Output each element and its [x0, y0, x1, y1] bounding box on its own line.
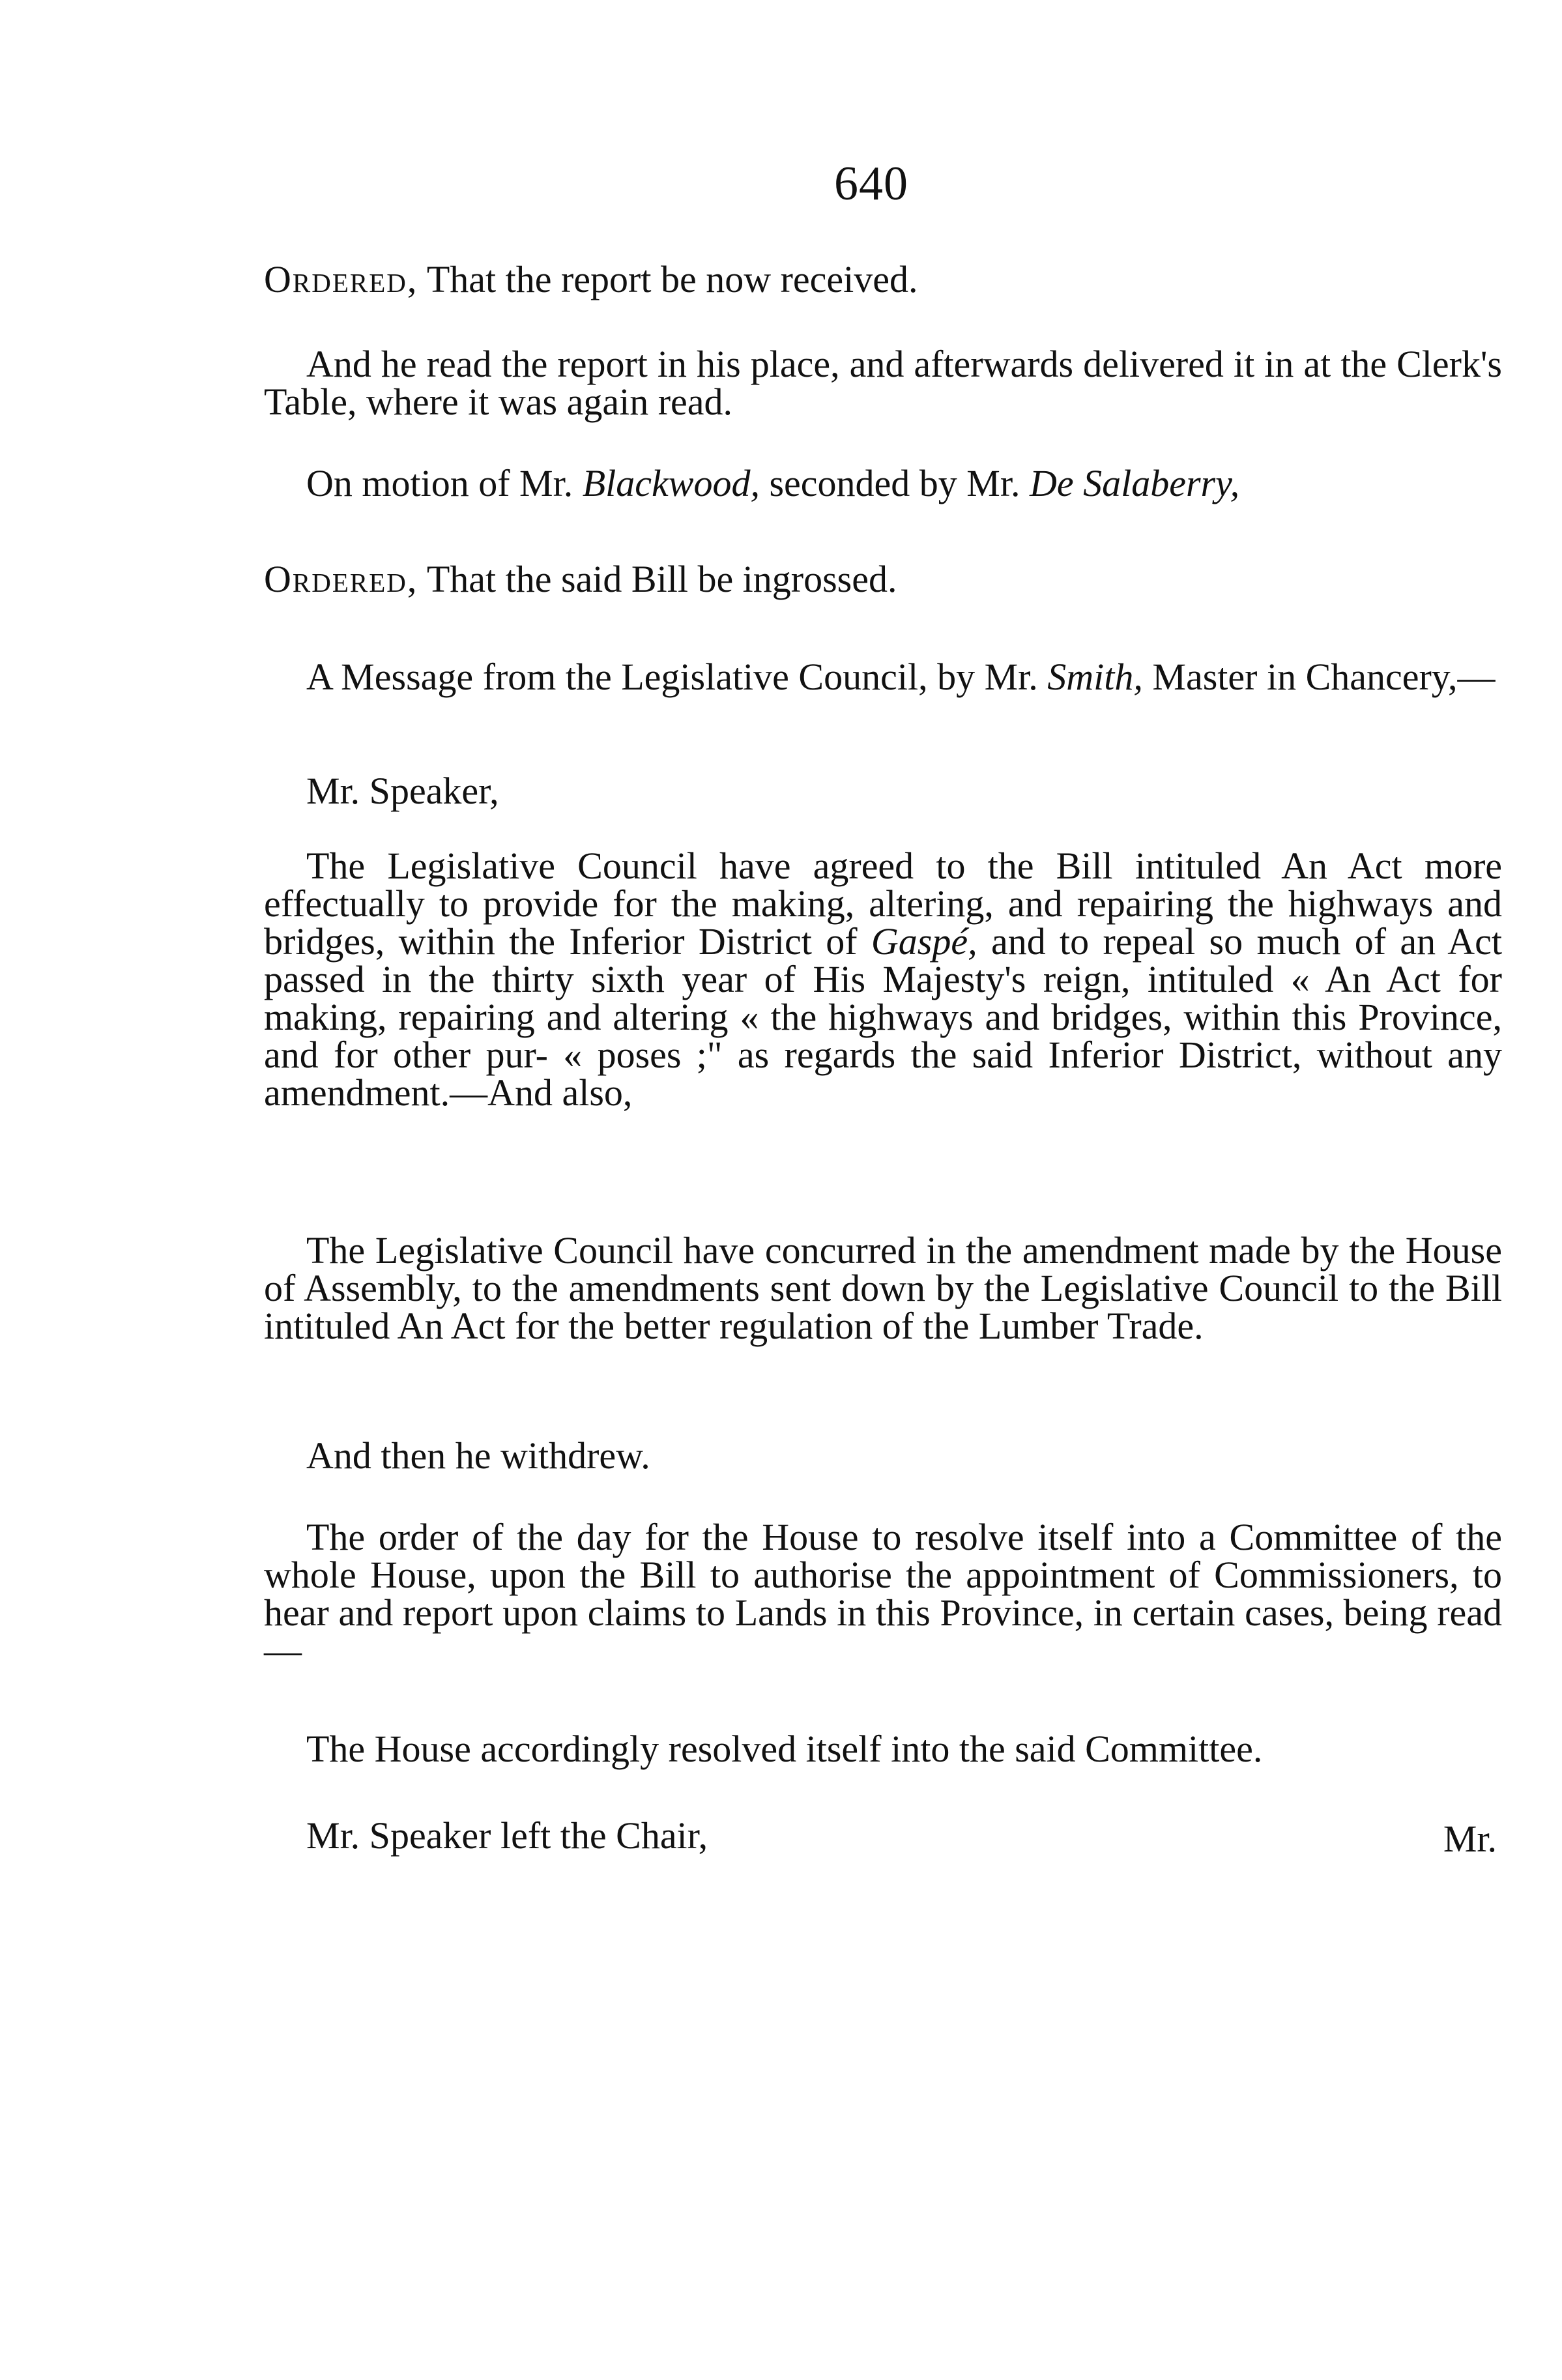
paragraph-text: The Legislative Council have agreed to the Bill intituled An Act more effectually to provide for the making, altering, and repairing the highways and bridges, within the Inferior District of — [264, 845, 1502, 963]
place-name: Gaspé, — [871, 920, 977, 963]
paragraph-text: Master in Chancery,— — [1142, 656, 1496, 698]
paragraph-council-concurred: The Legislative Council have concurred in the amendment made by the House of Assembly, to the amendments sent down by the Legislative Council to the Bill intituled An Act for the better regulation of the Lumber Trade. — [264, 1229, 1502, 1347]
paragraph-text: A Message from the Legislative Council, by Mr. — [306, 656, 1048, 698]
paragraph-read-report: And he read the report in his place, and afterwards delivered it in at the Clerk's Table, where it was again read. — [264, 343, 1502, 423]
paragraph-message — [264, 658, 1502, 696]
ordered-label: Ordered, — [264, 258, 418, 300]
paragraph-text: That the said Bill be ingrossed. — [418, 558, 897, 600]
member-name: De Salaberry, — [1029, 462, 1240, 504]
paragraph-salutation: Mr. Speaker, — [306, 770, 499, 812]
member-name: Smith, — [1047, 656, 1143, 698]
member-name: Blackwood, — [582, 462, 760, 504]
paragraph-order-of-day: The order of the day for the House to resolve itself into a Committee of the whole House, upon the Bill to authorise the appointment of Commissioners, to hear and report upon claims to Lands in this Province, in certain cases, being read— — [264, 1516, 1502, 1672]
paragraph-motion — [264, 462, 1502, 504]
paragraph-text: seconded by Mr. — [759, 462, 1030, 504]
paragraph-council-agreed — [264, 847, 1502, 1112]
paragraph-speaker-left: Mr. Speaker left the Chair, — [306, 1814, 708, 1857]
ordered-label: Ordered, — [264, 558, 418, 600]
paragraph-text: On motion of Mr. — [306, 462, 583, 504]
catchword: Mr. — [1443, 1818, 1497, 1860]
paragraph-ordered-report — [264, 258, 1502, 300]
paragraph-withdrew: And then he withdrew. — [306, 1434, 650, 1477]
page-number: 640 — [834, 157, 908, 210]
paragraph-ordered-ingrossed — [264, 560, 1502, 598]
paragraph-text: and to repeal so much of an Act passed in the thirty sixth year of His Majesty's reign, intituled « An Act for making, repairing and altering « the highways and bridges, within this Province, and for other pur- « poses ;" as regards the said Inferior District, without any amendment.—And also, — [264, 920, 1503, 1114]
paragraph-text: That the report be now received. — [418, 258, 918, 300]
paragraph-committee: The House accordingly resolved itself into the said Committee. — [306, 1728, 1263, 1770]
